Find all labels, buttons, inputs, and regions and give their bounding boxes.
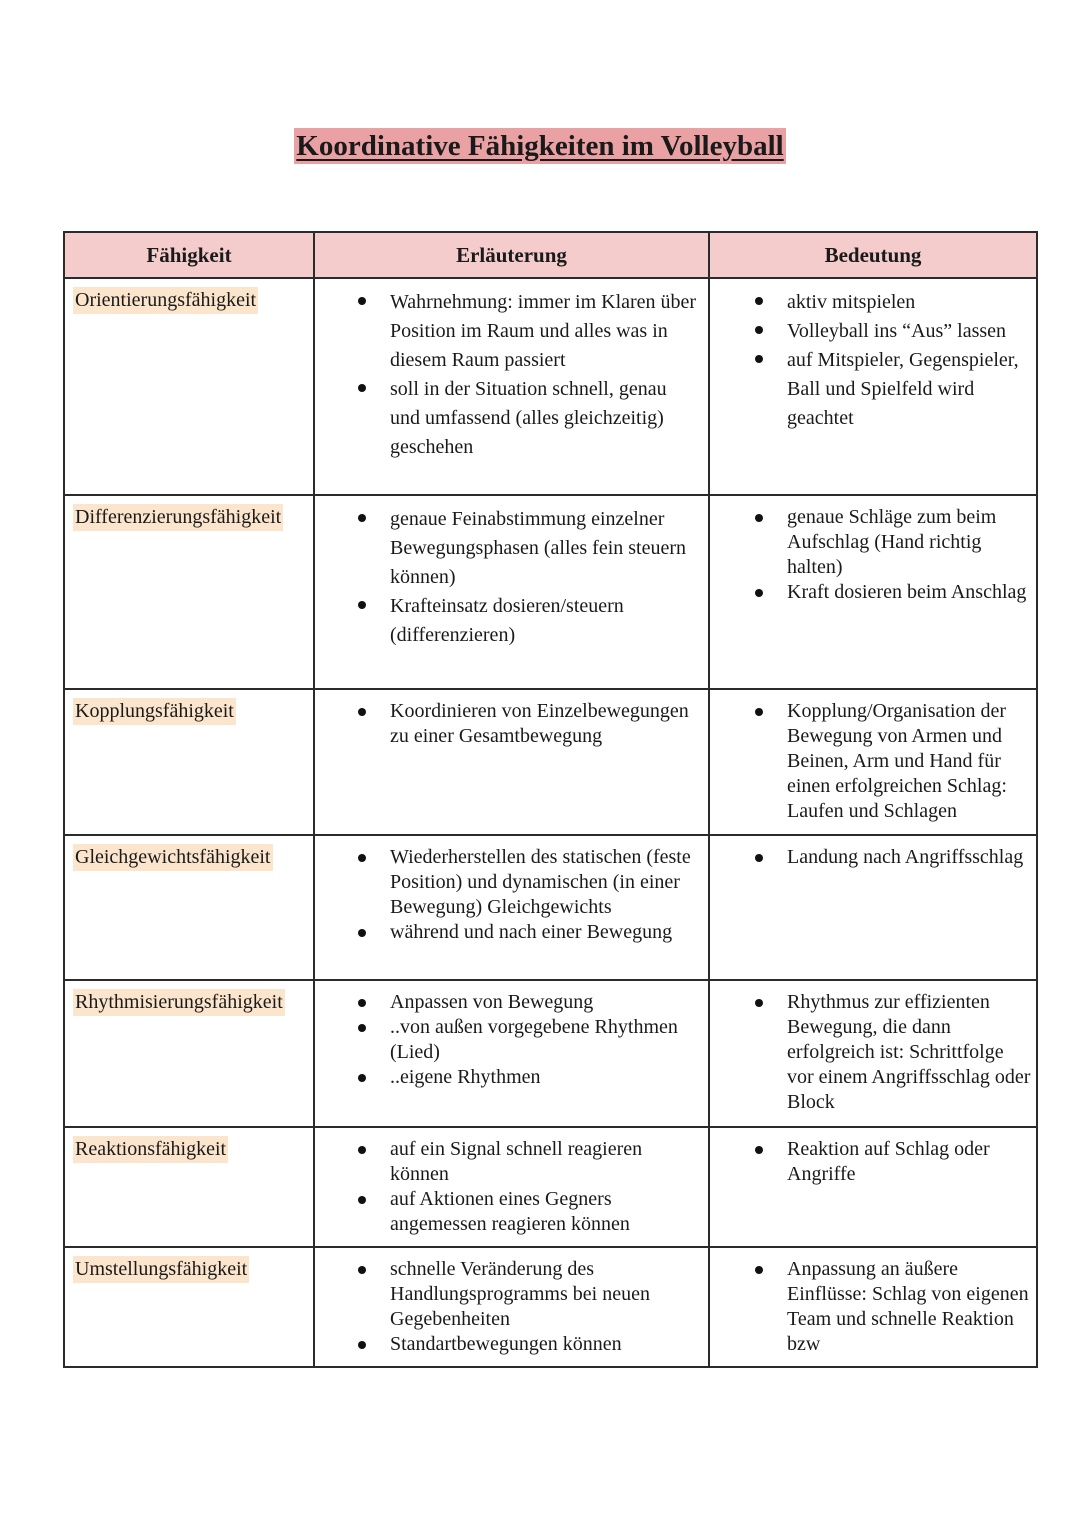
bullet-icon (358, 854, 366, 862)
list-item (749, 1137, 1031, 1187)
list-item (352, 1015, 701, 1065)
list-item (352, 592, 701, 650)
skill-name: Kopplungsfähigkeit (73, 698, 236, 725)
list-item (352, 1187, 701, 1237)
list-item-text: auf Mitspieler, Gegenspieler, Ball und Spielfeld wird geachtet (787, 349, 1019, 429)
explanation-cell (314, 1127, 709, 1247)
bullet-icon (358, 708, 366, 716)
list-item (749, 699, 1031, 824)
list-item (352, 920, 701, 945)
list-item-text: Wiederherstellen des statischen (feste Position) und dynamischen (in einer Bewegung) Gleichgewichts (390, 846, 691, 918)
bullet-icon (358, 1074, 366, 1082)
list-item-text: soll in der Situation schnell, genau und umfassend (alles gleichzeitig) geschehen (390, 378, 667, 458)
list-item (352, 1137, 701, 1187)
bullet-icon (358, 929, 366, 937)
table-row (64, 278, 1037, 495)
list-item (749, 505, 1031, 580)
list-item (352, 375, 701, 462)
bullet-icon (755, 589, 763, 597)
skill-cell (64, 1247, 314, 1367)
list-item (749, 580, 1031, 605)
explanation-cell (314, 1247, 709, 1367)
table-row (64, 835, 1037, 980)
meaning-cell (709, 495, 1037, 689)
list-item-text: Koordinieren von Einzelbewegungen zu einer Gesamtbewegung (390, 700, 689, 747)
list-item-text: Krafteinsatz dosieren/steuern (differenzieren) (390, 595, 624, 646)
list-item (352, 845, 701, 920)
meaning-list (711, 497, 1035, 605)
list-item-text: auf Aktionen eines Gegners angemessen reagieren können (390, 1188, 630, 1235)
meaning-list (711, 837, 1035, 870)
bullet-icon (755, 297, 763, 305)
list-item-text: während und nach einer Bewegung (390, 921, 673, 943)
bullet-icon (358, 1146, 366, 1154)
list-item (352, 1065, 701, 1090)
meaning-list (711, 982, 1035, 1115)
table-row (64, 1247, 1037, 1367)
bullet-icon (358, 1341, 366, 1349)
list-item (749, 288, 1031, 317)
skill-name: Differenzierungsfähigkeit (73, 504, 283, 531)
bullet-icon (755, 1146, 763, 1154)
bullet-icon (358, 1024, 366, 1032)
skills-table (63, 231, 1038, 1368)
list-item-text: genaue Feinabstimmung einzelner Bewegungsphasen (alles fein steuern können) (390, 508, 687, 588)
bullet-icon (755, 708, 763, 716)
list-item-text: Landung nach Angriffsschlag (787, 846, 1024, 868)
list-item (352, 505, 701, 592)
meaning-cell (709, 1247, 1037, 1367)
explanation-list (316, 982, 707, 1090)
list-item (749, 346, 1031, 433)
table-row (64, 689, 1037, 835)
skill-name: Rhythmisierungsfähigkeit (73, 989, 285, 1016)
page-title: Koordinative Fähigkeiten im Volleyball (296, 130, 784, 162)
bullet-icon (358, 999, 366, 1007)
meaning-list (711, 1129, 1035, 1187)
skill-cell (64, 495, 314, 689)
explanation-list (316, 1249, 707, 1357)
header-meaning: Bedeutung (709, 232, 1037, 278)
list-item-text: Rhythmus zur effizienten Bewegung, die dann erfolgreich ist: Schrittfolge vor einem Angriffsschlag oder Block (787, 991, 1031, 1113)
skill-name: Reaktionsfähigkeit (73, 1136, 228, 1163)
list-item (749, 1257, 1031, 1357)
meaning-cell (709, 689, 1037, 835)
table-row (64, 980, 1037, 1127)
list-item (352, 990, 701, 1015)
meaning-cell (709, 278, 1037, 495)
bullet-icon (358, 1196, 366, 1204)
explanation-cell (314, 278, 709, 495)
meaning-cell (709, 835, 1037, 980)
list-item (749, 317, 1031, 346)
list-item-text: genaue Schläge zum beim Aufschlag (Hand richtig halten) (787, 506, 997, 578)
skill-cell (64, 689, 314, 835)
explanation-list (316, 1129, 707, 1237)
list-item-text: ..eigene Rhythmen (390, 1066, 541, 1088)
list-item (352, 1257, 701, 1332)
bullet-icon (755, 326, 763, 334)
list-item (749, 990, 1031, 1115)
header-explanation: Erläuterung (314, 232, 709, 278)
list-item-text: Wahrnehmung: immer im Klaren über Position im Raum und alles was in diesem Raum passiert (390, 291, 697, 371)
skill-cell (64, 278, 314, 495)
list-item-text: Kraft dosieren beim Anschlag (787, 581, 1027, 603)
bullet-icon (358, 514, 366, 522)
bullet-icon (358, 601, 366, 609)
skill-cell (64, 1127, 314, 1247)
meaning-cell (709, 1127, 1037, 1247)
list-item-text: schnelle Veränderung des Handlungsprogramms bei neuen Gegebenheiten (390, 1258, 650, 1330)
bullet-icon (755, 1266, 763, 1274)
table-header-row (64, 232, 1037, 278)
table-row (64, 1127, 1037, 1247)
bullet-icon (358, 384, 366, 392)
meaning-list (711, 1249, 1035, 1357)
list-item-text: Standartbewegungen können (390, 1333, 622, 1355)
skill-cell (64, 980, 314, 1127)
list-item-text: ..von außen vorgegebene Rhythmen (Lied) (390, 1016, 678, 1063)
bullet-icon (358, 297, 366, 305)
meaning-list (711, 280, 1035, 433)
list-item-text: Volleyball ins “Aus” lassen (787, 320, 1007, 342)
explanation-list (316, 837, 707, 945)
title-wrapper (0, 128, 1080, 164)
explanation-list (316, 691, 707, 749)
bullet-icon (358, 1266, 366, 1274)
skill-name: Gleichgewichtsfähigkeit (73, 844, 273, 871)
list-item (352, 1332, 701, 1357)
header-skill: Fähigkeit (64, 232, 314, 278)
meaning-cell (709, 980, 1037, 1127)
table-row (64, 495, 1037, 689)
explanation-cell (314, 495, 709, 689)
bullet-icon (755, 854, 763, 862)
list-item (749, 845, 1031, 870)
skill-name: Umstellungsfähigkeit (73, 1256, 249, 1283)
list-item-text: Kopplung/Organisation der Bewegung von Armen und Beinen, Arm und Hand für einen erfolgreichen Schlag: Laufen und Schlagen (787, 700, 1007, 822)
list-item-text: Anpassung an äußere Einflüsse: Schlag von eigenen Team und schnelle Reaktion bzw (787, 1258, 1029, 1355)
list-item (352, 288, 701, 375)
bullet-icon (755, 514, 763, 522)
list-item-text: aktiv mitspielen (787, 291, 916, 313)
meaning-list (711, 691, 1035, 824)
skill-name: Orientierungsfähigkeit (73, 287, 258, 314)
explanation-cell (314, 689, 709, 835)
skill-cell (64, 835, 314, 980)
explanation-list (316, 497, 707, 650)
bullet-icon (755, 355, 763, 363)
list-item-text: Reaktion auf Schlag oder Angriffe (787, 1138, 990, 1185)
explanation-cell (314, 835, 709, 980)
explanation-cell (314, 980, 709, 1127)
bullet-icon (755, 999, 763, 1007)
list-item (352, 699, 701, 749)
list-item-text: Anpassen von Bewegung (390, 991, 594, 1013)
explanation-list (316, 280, 707, 462)
list-item-text: auf ein Signal schnell reagieren können (390, 1138, 643, 1185)
